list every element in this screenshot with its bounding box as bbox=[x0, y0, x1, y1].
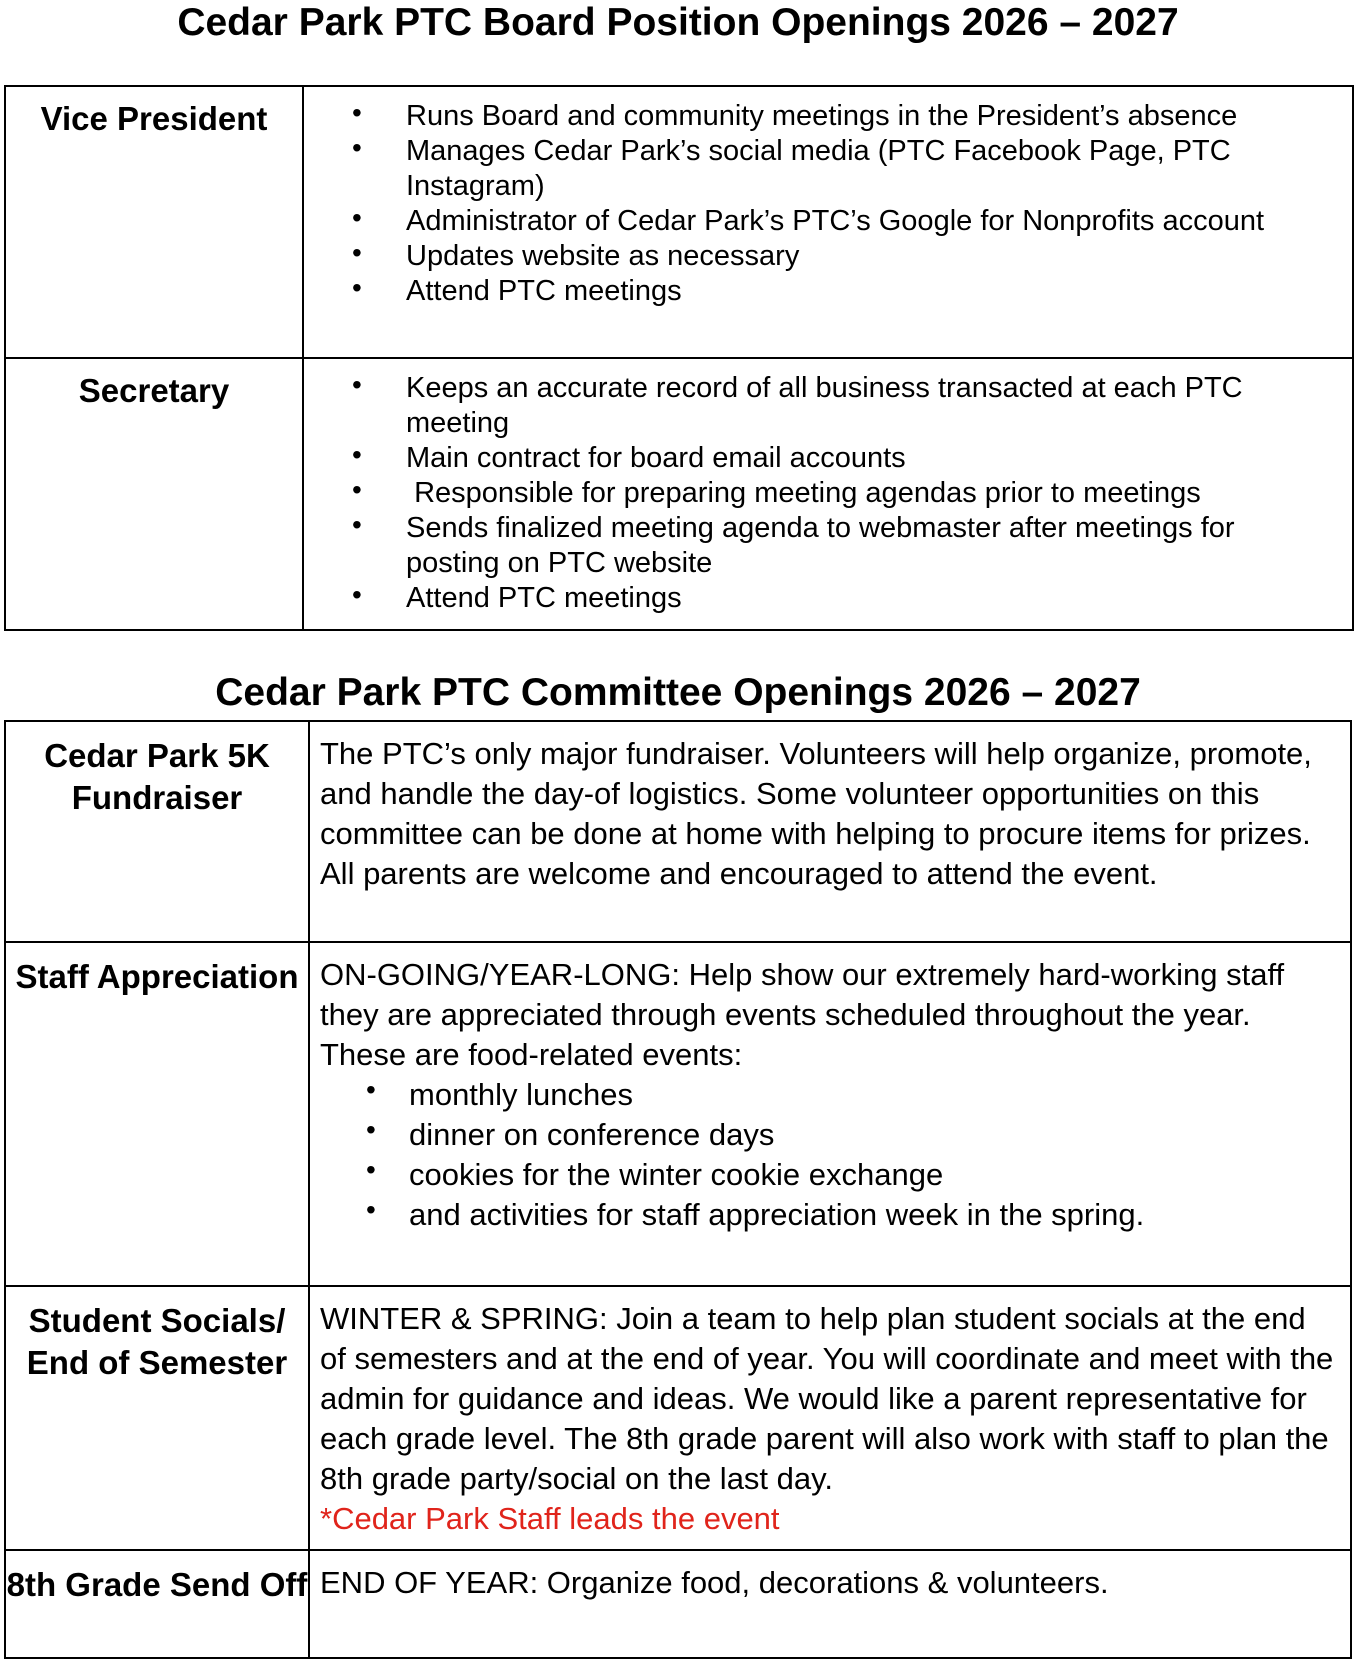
committee-openings-title: Cedar Park PTC Committee Openings 2026 – 2027 bbox=[215, 671, 1141, 714]
bullet-icon: • bbox=[352, 579, 362, 610]
position-role: Vice President bbox=[5, 86, 303, 358]
list-item: • Main contract for board email accounts bbox=[352, 439, 906, 474]
committee-description: END OF YEAR: Organize food, decorations & volunteers. bbox=[309, 1550, 1351, 1658]
table-row bbox=[5, 1286, 1351, 1550]
staff-lead-note: *Cedar Park Staff leads the event bbox=[320, 1501, 780, 1536]
bullet-icon: • bbox=[352, 237, 362, 268]
bullet-icon: • bbox=[352, 202, 362, 233]
duties-list bbox=[324, 371, 1332, 616]
committee-name: Staff Appreciation bbox=[5, 942, 309, 1286]
bullet-icon: • bbox=[352, 132, 362, 163]
bullet-icon: • bbox=[352, 97, 362, 128]
committee-openings-table bbox=[4, 720, 1352, 1659]
committee-description: The PTC’s only major fundraiser. Volunteers will help organize, promote, and handle the day-of logistics. Some volunteer opportunities on this committee can be done at home with helping to procure items for prizes. All parents are welcome and encouraged to attend the event. bbox=[309, 721, 1351, 942]
list-item: • cookies for the winter cookie exchange bbox=[320, 1155, 1340, 1195]
list-item: • Sends finalized meeting agenda to webmaster after meetings for posting on PTC website bbox=[352, 509, 1235, 579]
bullet-icon: • bbox=[366, 1194, 376, 1225]
list-item: • monthly lunches bbox=[320, 1075, 1340, 1115]
table-row bbox=[5, 1550, 1351, 1658]
list-item: • Administrator of Cedar Park’s PTC’s Google for Nonprofits account bbox=[352, 202, 1265, 237]
bullet-icon: • bbox=[366, 1154, 376, 1185]
list-item: • Updates website as necessary bbox=[352, 237, 800, 272]
list-item: • Attend PTC meetings bbox=[352, 579, 682, 614]
table-row bbox=[5, 942, 1351, 1286]
duties-list bbox=[324, 99, 1332, 309]
list-item: • Responsible for preparing meeting agendas prior to meetings bbox=[352, 474, 1201, 509]
list-item: • Runs Board and community meetings in the President’s absence bbox=[352, 97, 1238, 132]
table-row bbox=[5, 721, 1351, 942]
list-item: • Keeps an accurate record of all business transacted at each PTC meeting bbox=[352, 369, 1243, 439]
list-item: • dinner on conference days bbox=[320, 1115, 1340, 1155]
committee-name: Cedar Park 5K Fundraiser bbox=[5, 721, 309, 942]
committee-name: 8th Grade Send Off bbox=[5, 1550, 309, 1658]
bullet-icon: • bbox=[366, 1114, 376, 1145]
committee-description: ON-GOING/YEAR-LONG: Help show our extremely hard-working staff they are appreciated through events scheduled throughout the year. These are food-related events: bbox=[320, 957, 1285, 1072]
bullet-icon: • bbox=[352, 509, 362, 540]
bullet-icon: • bbox=[352, 474, 362, 505]
committee-description: WINTER & SPRING: Join a team to help plan student socials at the end of semesters and at the end of year. You will coordinate and meet with the admin for guidance and ideas. We would like a parent representative for each grade level. The 8th grade parent will also work with staff to plan the 8th grade party/social on the last day. bbox=[320, 1301, 1334, 1496]
list-item: • Manages Cedar Park’s social media (PTC Facebook Page, PTC Instagram) bbox=[352, 132, 1231, 202]
bullet-icon: • bbox=[352, 369, 362, 400]
bullet-icon: • bbox=[352, 439, 362, 470]
position-role: Secretary bbox=[5, 358, 303, 630]
bullet-icon: • bbox=[366, 1074, 376, 1105]
table-row bbox=[5, 86, 1353, 358]
board-positions-table bbox=[4, 85, 1354, 631]
list-item: • Attend PTC meetings bbox=[352, 272, 682, 307]
board-openings-title: Cedar Park PTC Board Position Openings 2026 – 2027 bbox=[177, 1, 1179, 44]
committee-name: Student Socials/ End of Semester bbox=[5, 1286, 309, 1550]
table-row bbox=[5, 358, 1353, 630]
list-item: • and activities for staff appreciation week in the spring. bbox=[320, 1195, 1340, 1235]
events-list bbox=[320, 1075, 1340, 1235]
bullet-icon: • bbox=[352, 272, 362, 303]
